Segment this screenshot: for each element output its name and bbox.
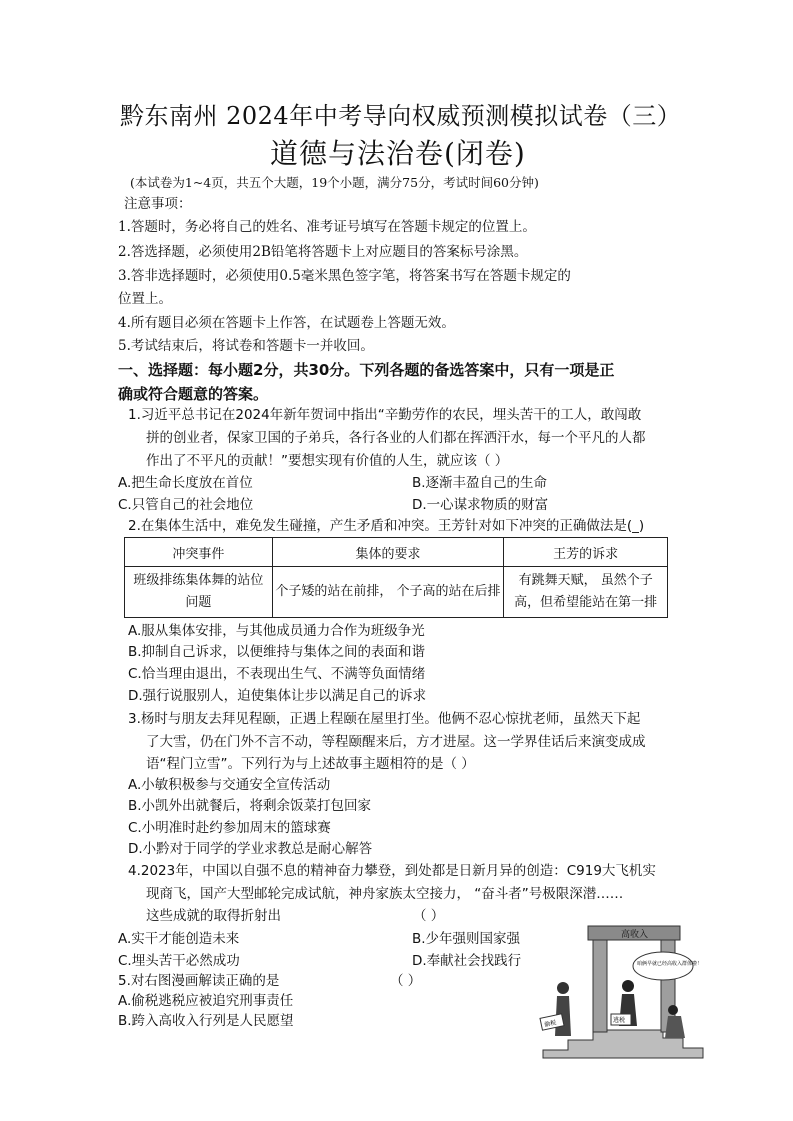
q4-stem: 现商飞，国产大型邮轮完成试航，神舟家族太空接力， “奋斗者”号极限深潜…… — [146, 886, 624, 902]
section-title: 确或符合题意的答案。 — [118, 385, 269, 403]
exam-subtitle: 道德与法治卷(闭卷) — [270, 137, 526, 170]
q2-option-c[interactable]: C.恰当理由退出，不表现出生气、不满等负面情绪 — [128, 666, 426, 682]
figure-right-head — [668, 1005, 678, 1015]
note-item: 1.答题时，务必将自己的姓名、准考证号填写在答题卡规定的位置上。 — [118, 219, 536, 235]
q1-option-c[interactable]: C.只管自己的社会地位 — [118, 497, 254, 513]
figure-mid-head — [622, 980, 634, 992]
q5-option-a[interactable]: A.偷税逃税应被追究刑事责任 — [118, 993, 294, 1009]
q1-stem: 拼的创业者，保家卫国的子弟兵，各行各业的人们都在挥洒汗水，每一个平凡的人都 — [146, 430, 646, 446]
q1-option-d[interactable]: D.一心谋求物质的财富 — [412, 497, 549, 513]
table-cell: 有跳舞天赋， 虽然个子高，但希望能站在第一排 — [504, 567, 668, 618]
q1-option-b[interactable]: B.逐渐丰盈自己的生命 — [412, 475, 548, 491]
exam-info: (本试卷为1~4页，共五个大题，19个小题，满分75分，考试时间60分钟) — [130, 175, 539, 190]
note-item: 3.答非选择题时，必须使用0.5毫米黑色签字笔，将答案书写在答题卡规定的 — [118, 268, 571, 284]
q3-stem: 语“程门立雪”。下列行为与上述故事主题相符的是（ ） — [146, 756, 475, 772]
note-item: 4.所有题目必须在答题卡上作答，在试题卷上答题无效。 — [118, 315, 455, 331]
table-header-row — [125, 538, 668, 567]
q1-option-a[interactable]: A.把生命长度放在首位 — [118, 475, 253, 491]
table-cell: 班级排练集体舞的站位问题 — [125, 567, 273, 618]
q5-stem: 5.对右图漫画解读正确的是 — [118, 973, 280, 989]
q5-answer-blank[interactable]: （ ） — [390, 973, 422, 989]
conflict-table — [124, 537, 668, 618]
note-item: 2.答选择题，必须使用2B铅笔将答题卡上对应题目的答案标号涂黑。 — [118, 244, 528, 260]
q3-stem: 3.杨时与朋友去拜见程颐，正遇上程颐在屋里打坐。他俩不忍心惊扰老师，虽然天下起 — [128, 711, 641, 727]
gate-left-pillar — [593, 936, 607, 1032]
q2-option-b[interactable]: B.抑制自己诉求，以便维持与集体之间的表面和谐 — [128, 644, 426, 660]
q1-stem: 作出了不平凡的贡献！”要想实现有价值的人生，就应该（ ） — [146, 453, 509, 469]
q4-option-c[interactable]: C.埋头苦干必然成功 — [118, 953, 240, 969]
q4-answer-blank[interactable]: （ ） — [413, 908, 445, 924]
q5-option-b[interactable]: B.跨入高收入行列是人民愿望 — [118, 1013, 294, 1029]
q1-stem: 1.习近平总书记在2024年新年贺词中指出“辛勤劳作的农民，埋头苦干的工人，敢闯敢 — [128, 407, 642, 423]
q4-option-b[interactable]: B.少年强则国家强 — [412, 931, 521, 947]
q2-stem: 2.在集体生活中，难免发生碰撞，产生矛盾和冲突。王芳针对如下冲突的正确做法是(_) — [128, 518, 645, 534]
sign-mid-text: 逃税 — [613, 1017, 626, 1024]
sign-left-text: 偷税 — [543, 1019, 557, 1029]
tax-evasion-cartoon — [533, 918, 708, 1064]
q3-option-a[interactable]: A.小敏积极参与交通安全宣传活动 — [128, 777, 331, 793]
exam-title: 黔东南州 2024年中考导向权威预测模拟试卷（三） — [120, 102, 682, 130]
q4-option-a[interactable]: A.实干才能创造未来 — [118, 931, 240, 947]
q2-option-d[interactable]: D.强行说服别人，迫使集体让步以满足自己的诉求 — [128, 688, 427, 704]
figure-left-head — [557, 982, 569, 994]
table-cell: 个子矮的站在前排， 个子高的站在后排 — [272, 567, 504, 618]
q4-stem: 这些成就的取得折射出 — [146, 908, 281, 924]
q2-option-a[interactable]: A.服从集体安排，与其他成员通力合作为班级争光 — [128, 623, 425, 639]
table-header: 集体的要求 — [272, 538, 504, 567]
q3-option-b[interactable]: B.小凯外出就餐后，将剩余饭菜打包回家 — [128, 798, 372, 814]
notes-heading: 注意事项： — [124, 196, 192, 212]
q4-option-d[interactable]: D.奉献社会找践行 — [412, 953, 522, 969]
q3-stem: 了大雪，仍在门外不言不动，等程颐醒来后，方才进屋。这一学界佳话后来演变成成 — [146, 734, 646, 750]
q3-option-d[interactable]: D.小黔对于同学的学业求教总是耐心解答 — [128, 841, 373, 857]
gate-label: 高收入 — [621, 930, 649, 940]
section-title: 一、选择题：每小题2分，共30分。下列各题的备选答案中，只有一项是正 — [118, 361, 615, 379]
q3-option-c[interactable]: C.小明准时赴约参加周末的篮球赛 — [128, 820, 331, 836]
table-row — [125, 567, 668, 618]
speech-text: 咱俩早就已经高收入群体啦！ — [637, 961, 703, 967]
table-header: 冲突事件 — [125, 538, 273, 567]
table-header: 王芳的诉求 — [504, 538, 668, 567]
note-item: 位置上。 — [118, 291, 172, 307]
q4-stem: 4.2023年，中国以自强不息的精神奋力攀登，到处都是日新月异的创造：C919大飞机实 — [128, 863, 656, 879]
note-item: 5.考试结束后，将试卷和答题卡一并收回。 — [118, 338, 374, 354]
